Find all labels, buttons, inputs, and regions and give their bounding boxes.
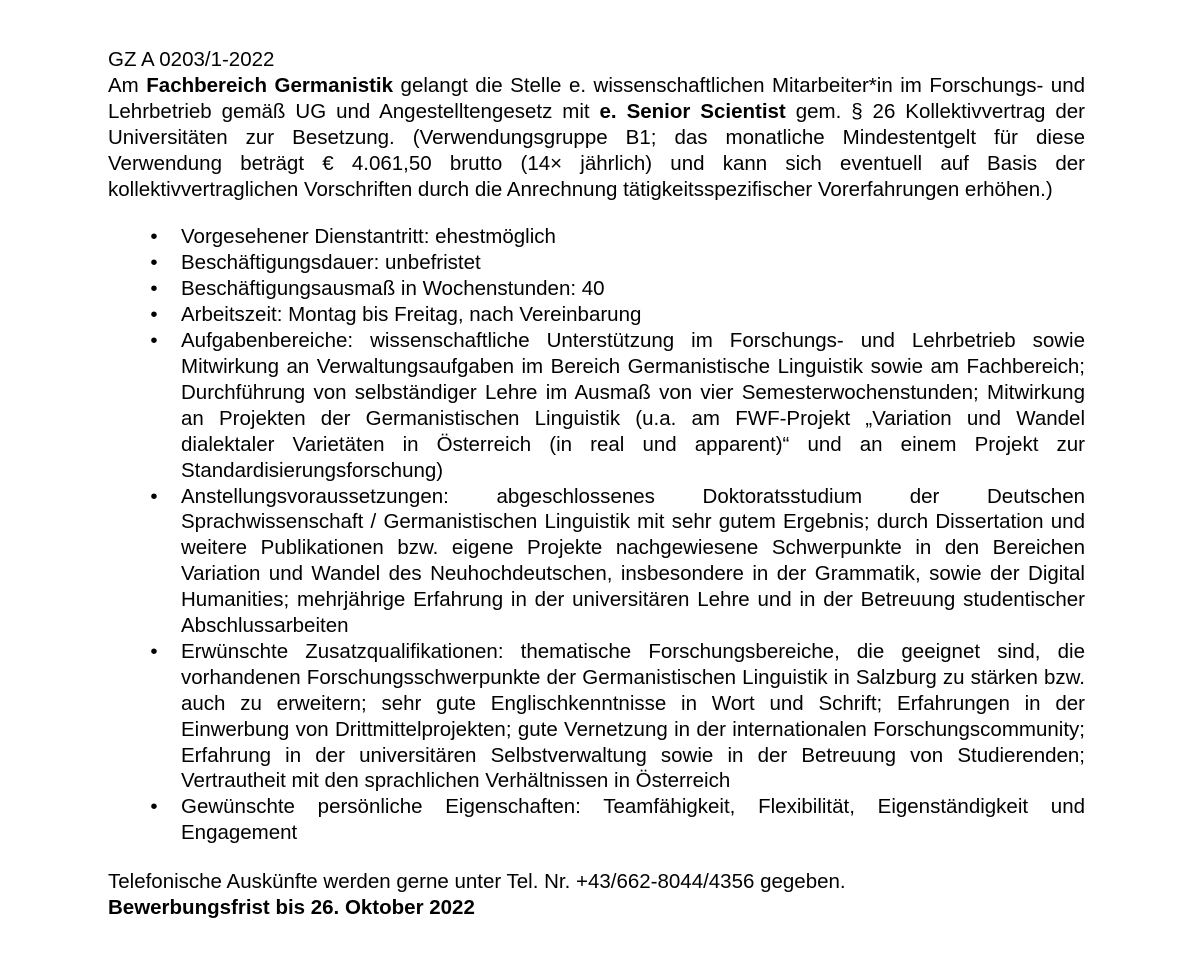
- bullet-icon: •: [150, 639, 158, 663]
- requirements-list: [108, 224, 1085, 846]
- intro-text-1: Am: [108, 73, 147, 97]
- intro-text-3: gem. § 26 Kollektivvertrag der Universitäten zur Besetzung. (Verwendungsgruppe B1; das monatliche Mindestentgelt für diese Verwendung beträgt € 4.061,50 brutto (14× jährlich) und kann sich eventuell auf Basis der kollektivvertraglichen Vorschriften durch die Anrechnung tätigkeitsspezifischer Vorerfahrungen erhöhen.): [108, 99, 1085, 201]
- intro-text-2: gelangt die Stelle e. wissenschaftlichen Mitarbeiter*in im Forschungs- und Lehrbetrieb gemäß UG und Angestelltengesetz mit: [108, 73, 1086, 123]
- list-item-working-time: [108, 302, 1085, 328]
- bullet-icon: •: [150, 484, 158, 508]
- list-item-duration: [108, 250, 1085, 276]
- reference-number: GZ A 0203/1-2022: [108, 48, 275, 71]
- bullet-icon: •: [150, 251, 158, 275]
- list-item-text: Erwünschte Zusatzqualifikationen: thematische Forschungsbereiche, die geeignet sind, die vorhandenen Forschungsschwerpunkte der Germanistischen Linguistik in Salzburg zu stärken bzw. auch zu erweitern; sehr gute Englischkenntnisse in Wort und Schrift; Erfahrungen in der Einwerbung von Drittmittelprojekten; gute Vernetzung in der internationalen Forschungscommunity; Erfahrung in der universitären Selbstverwaltung sowie in der Betreuung von Studierenden; Vertrautheit mit den sprachlichen Verhältnissen in Österreich: [181, 639, 1085, 793]
- list-item-personal-traits: [108, 794, 1085, 846]
- bullet-icon: •: [150, 225, 158, 249]
- list-item-text: Anstellungsvoraussetzungen: abgeschlossenes Doktoratsstudium der Deutschen Sprachwissenschaft / Germanistischen Linguistik mit sehr gutem Ergebnis; durch Dissertation und weitere Publikationen bzw. eigene Projekte nachgewiesene Schwerpunkte in den Bereichen Variation und Wandel des Neuhochdeutschen, insbesondere in der Grammatik, sowie der Digital Humanities; mehrjährige Erfahrung in der universitären Lehre und in der Betreuung studentischer Abschlussarbeiten: [181, 484, 1085, 638]
- contact-info: Telefonische Auskünfte werden gerne unter Tel. Nr. +43/662-8044/4356 gegeben.: [108, 870, 846, 894]
- list-item-text: Aufgabenbereiche: wissenschaftliche Unterstützung im Forschungs- und Lehrbetrieb sowie Mitwirkung an Verwaltungsaufgaben im Bereich Germanistische Linguistik sowie am Fachbereich; Durchführung von selbständiger Lehre im Ausmaß von vier Semesterwochenstunden; Mitwirkung an Projekten der Germanistischen Linguistik (u.a. am FWF-Projekt „Variation und Wandel dialektaler Varietäten in Österreich (in real und apparent)“ und an einem Projekt zur Standardisierungsforschung): [181, 329, 1085, 482]
- list-item-text: Arbeitszeit: Montag bis Freitag, nach Vereinbarung: [181, 303, 642, 327]
- list-item-start-date: [108, 224, 1085, 250]
- department-name: Fachbereich Germanistik: [146, 73, 394, 97]
- list-item-desired-qualifications: [108, 639, 1085, 794]
- bullet-icon: •: [150, 795, 158, 819]
- bullet-icon: •: [150, 329, 158, 353]
- list-item-text: Vorgesehener Dienstantritt: ehestmöglich: [181, 225, 556, 249]
- position-title: e. Senior Scientist: [599, 99, 786, 123]
- list-item-requirements: [108, 484, 1085, 639]
- list-item-weekly-hours: [108, 276, 1085, 302]
- application-deadline: Bewerbungsfrist bis 26. Oktober 2022: [108, 896, 475, 920]
- bullet-icon: •: [150, 303, 158, 327]
- bullet-icon: •: [150, 277, 158, 301]
- list-item-responsibilities: [108, 328, 1085, 483]
- intro-paragraph: [108, 73, 1085, 203]
- list-item-text: Beschäftigungsausmaß in Wochenstunden: 40: [181, 277, 605, 301]
- list-item-text: Gewünschte persönliche Eigenschaften: Teamfähigkeit, Flexibilität, Eigenständigkeit und Engagement: [181, 795, 1085, 845]
- job-posting-document: [108, 47, 1085, 921]
- list-item-text: Beschäftigungsdauer: unbefristet: [181, 251, 481, 275]
